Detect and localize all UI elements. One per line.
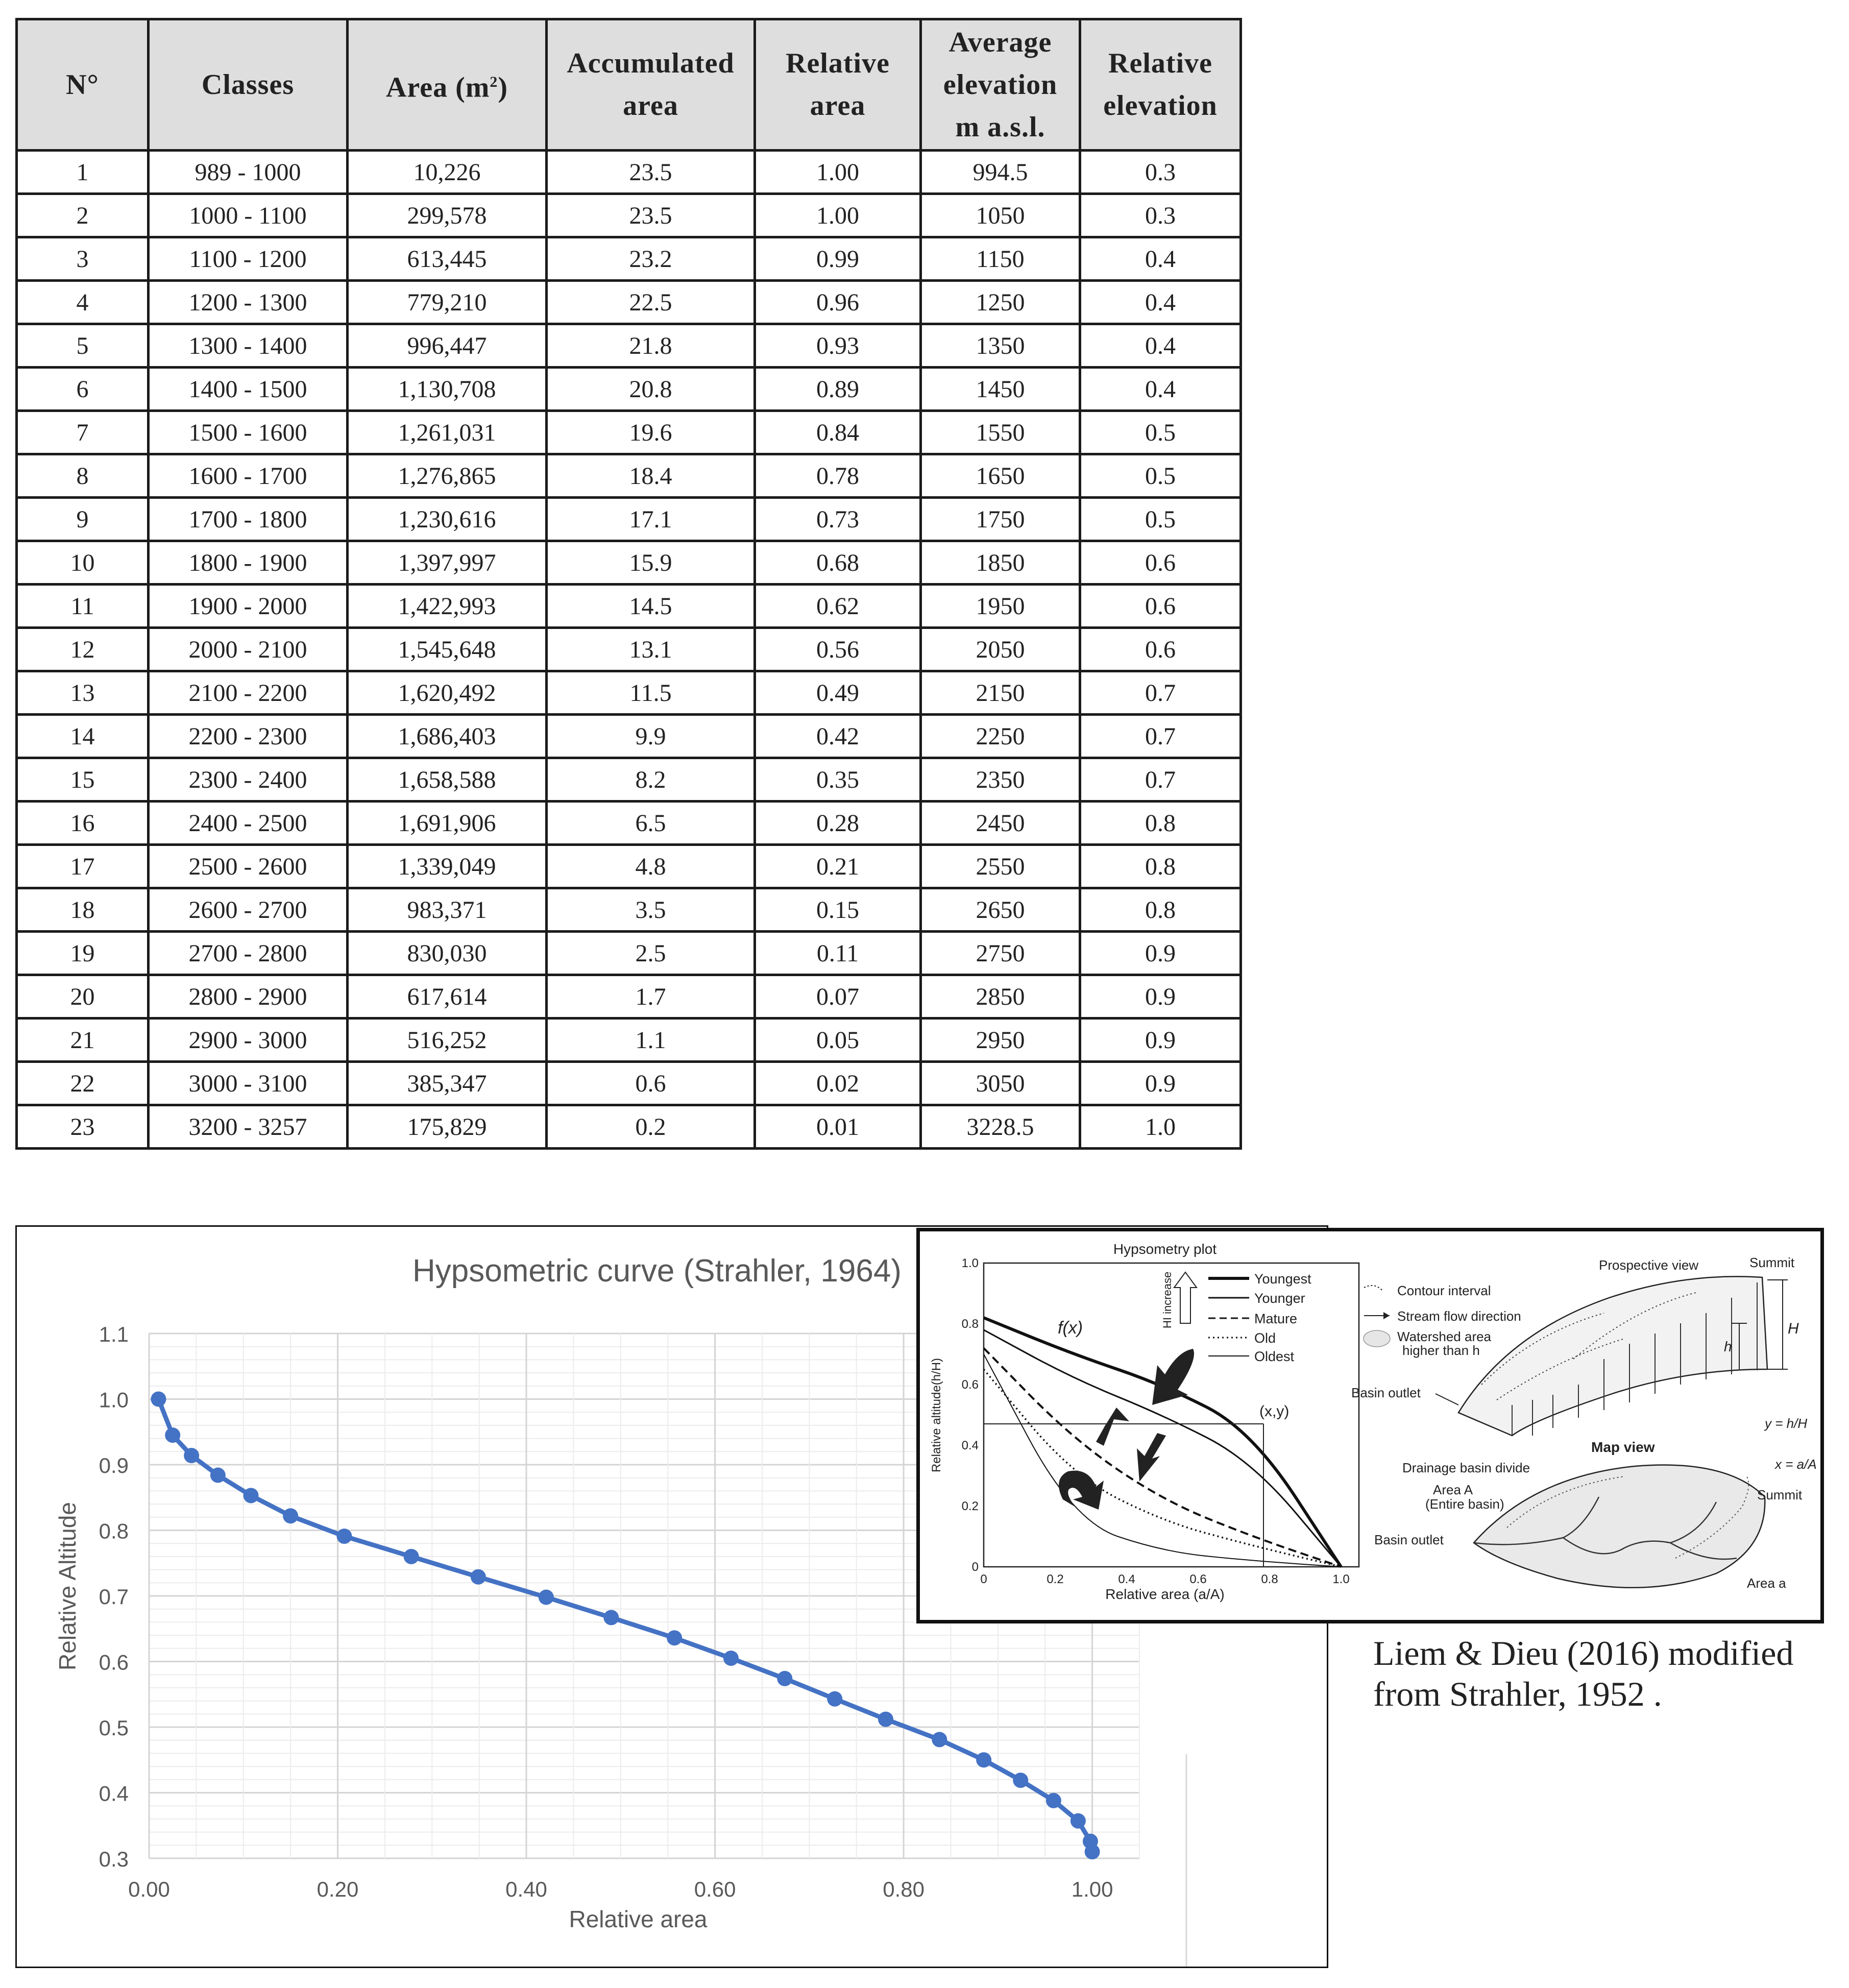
relative-elevation-cell: 0.8	[1080, 845, 1241, 888]
legend-mature: Mature	[1254, 1311, 1298, 1326]
contour-interval-label: Contour interval	[1397, 1283, 1491, 1298]
class-range-cell: 1600 - 1700	[149, 454, 348, 498]
data-point	[932, 1732, 947, 1747]
x-tick-label: 1.00	[1071, 1877, 1113, 1901]
strahler-reference-figure	[916, 1228, 1824, 1623]
accumulated-area-cell: 23.5	[547, 194, 755, 237]
relative-area-cell: 0.35	[755, 758, 921, 802]
relative-area-cell: 0.42	[755, 715, 921, 758]
area-value-cell: 1,691,906	[348, 802, 547, 845]
area-value-cell: 996,447	[348, 324, 547, 368]
area-A-label-1: Area A	[1433, 1482, 1473, 1497]
row-number-cell: 5	[17, 324, 149, 368]
accumulated-area-cell: 0.6	[547, 1062, 755, 1105]
row-number-cell: 17	[17, 845, 149, 888]
row-number-cell: 13	[17, 671, 149, 715]
inset-y-tick: 0	[971, 1560, 979, 1574]
area-value-cell: 1,261,031	[348, 411, 547, 454]
relative-elevation-cell: 0.3	[1080, 151, 1241, 194]
average-elevation-cell: 1650	[921, 454, 1080, 498]
xy-annotation: (x,y)	[1259, 1403, 1290, 1420]
area-value-cell: 1,658,588	[348, 758, 547, 802]
relative-area-cell: 0.73	[755, 498, 921, 541]
area-value-cell: 1,130,708	[348, 368, 547, 411]
relative-area-cell: 0.84	[755, 411, 921, 454]
class-range-cell: 1800 - 1900	[149, 541, 348, 585]
class-range-cell: 989 - 1000	[149, 151, 348, 194]
table-row	[17, 1062, 1241, 1105]
area-value-cell: 1,276,865	[348, 454, 547, 498]
class-range-cell: 2900 - 3000	[149, 1019, 348, 1062]
relative-elevation-cell: 0.4	[1080, 324, 1241, 368]
average-elevation-cell: 2250	[921, 715, 1080, 758]
up-arrow	[1096, 1408, 1129, 1446]
relative-elevation-cell: 0.8	[1080, 802, 1241, 845]
data-point	[336, 1529, 352, 1544]
table-row	[17, 845, 1241, 888]
class-range-cell: 2000 - 2100	[149, 628, 348, 671]
data-point	[404, 1549, 419, 1564]
relative-elevation-cell: 0.5	[1080, 498, 1241, 541]
basin-outlet-label-map: Basin outlet	[1374, 1532, 1444, 1547]
inset-y-tick: 0.4	[961, 1439, 979, 1452]
header-relative-area: Relative area	[755, 19, 921, 151]
row-number-cell: 10	[17, 541, 149, 585]
y-axis-label: Relative Altitude	[54, 1502, 81, 1670]
inset-x-tick: 0	[980, 1572, 987, 1586]
data-point	[184, 1448, 199, 1463]
area-value-cell: 1,686,403	[348, 715, 547, 758]
cycle-arrow-bottom	[1059, 1471, 1104, 1510]
average-elevation-cell: 2950	[921, 1019, 1080, 1062]
area-a-label: Area a	[1747, 1575, 1786, 1591]
average-elevation-cell: 2350	[921, 758, 1080, 802]
class-range-cell: 1200 - 1300	[149, 281, 348, 324]
class-range-cell: 1900 - 2000	[149, 585, 348, 628]
accumulated-area-cell: 21.8	[547, 324, 755, 368]
inset-x-tick: 0.2	[1047, 1572, 1064, 1586]
y-equation: y = h/H	[1765, 1416, 1808, 1431]
accumulated-area-cell: 22.5	[547, 281, 755, 324]
header-classes: Classes	[149, 19, 348, 151]
area-A-label-2: (Entire basin)	[1425, 1496, 1504, 1512]
relative-elevation-cell: 0.5	[1080, 411, 1241, 454]
average-elevation-cell: 1350	[921, 324, 1080, 368]
table-body	[17, 151, 1241, 1149]
row-number-cell: 22	[17, 1062, 149, 1105]
accumulated-area-cell: 2.5	[547, 932, 755, 975]
data-point	[471, 1569, 486, 1585]
hi-increase-label: HI increase	[1161, 1271, 1174, 1328]
x-axis-label: Relative area	[569, 1906, 708, 1932]
prospective-view-label: Prospective view	[1599, 1257, 1699, 1273]
data-point	[1013, 1773, 1028, 1788]
hi-increase-arrow-icon	[1174, 1272, 1197, 1323]
data-point	[976, 1752, 991, 1767]
row-number-cell: 3	[17, 237, 149, 281]
y-tick-label: 0.9	[99, 1453, 129, 1477]
average-elevation-cell: 2550	[921, 845, 1080, 888]
class-range-cell: 2300 - 2400	[149, 758, 348, 802]
average-elevation-cell: 3228.5	[921, 1105, 1080, 1149]
inset-x-tick: 0.4	[1118, 1572, 1135, 1586]
inset-y-axis-label: Relative altitude(h/H)	[930, 1357, 943, 1473]
inset-y-tick: 1.0	[961, 1256, 979, 1270]
map-view-diagram	[1374, 1439, 1817, 1591]
average-elevation-cell: 3050	[921, 1062, 1080, 1105]
watershed-label-1: Watershed area	[1397, 1329, 1492, 1344]
x-tick-label: 0.80	[883, 1877, 924, 1901]
relative-elevation-cell: 0.9	[1080, 1062, 1241, 1105]
header-accumulated-area: Accumulated area	[547, 19, 755, 151]
data-point	[165, 1427, 180, 1443]
data-point	[210, 1468, 226, 1483]
relative-elevation-cell: 0.5	[1080, 454, 1241, 498]
relative-elevation-cell: 0.6	[1080, 541, 1241, 585]
relative-area-cell: 1.00	[755, 151, 921, 194]
area-value-cell: 1,397,997	[348, 541, 547, 585]
x-tick-label: 0.40	[505, 1877, 547, 1901]
relative-elevation-cell: 0.6	[1080, 585, 1241, 628]
area-value-cell: 613,445	[348, 237, 547, 281]
area-value-cell: 10,226	[348, 151, 547, 194]
table-row	[17, 585, 1241, 628]
row-number-cell: 9	[17, 498, 149, 541]
average-elevation-cell: 1550	[921, 411, 1080, 454]
row-number-cell: 6	[17, 368, 149, 411]
table-row	[17, 151, 1241, 194]
header-area: Area $(m^2)$	[348, 19, 547, 151]
row-number-cell: 7	[17, 411, 149, 454]
inset-x-axis-label: Relative area (a/A)	[1105, 1586, 1225, 1602]
area-value-cell: 1,230,616	[348, 498, 547, 541]
data-point	[667, 1630, 682, 1645]
chart-title: Hypsometric curve (Strahler, 1964)	[412, 1253, 902, 1289]
summit-label-map: Summit	[1757, 1487, 1803, 1502]
hypsometric-data-table	[15, 18, 1242, 1150]
relative-area-cell: 0.99	[755, 237, 921, 281]
relative-area-cell: 0.05	[755, 1019, 921, 1062]
legend-oldest: Oldest	[1254, 1349, 1295, 1364]
data-point	[603, 1610, 619, 1625]
area-value-cell: 1,545,648	[348, 628, 547, 671]
relative-area-cell: 1.00	[755, 194, 921, 237]
class-range-cell: 1500 - 1600	[149, 411, 348, 454]
table-row	[17, 802, 1241, 845]
class-range-cell: 1000 - 1100	[149, 194, 348, 237]
row-number-cell: 11	[17, 585, 149, 628]
average-elevation-cell: 994.5	[921, 151, 1080, 194]
area-value-cell: 516,252	[348, 1019, 547, 1062]
row-number-cell: 20	[17, 975, 149, 1019]
row-number-cell: 23	[17, 1105, 149, 1149]
average-elevation-cell: 2750	[921, 932, 1080, 975]
class-range-cell: 1400 - 1500	[149, 368, 348, 411]
inset-x-tick: 0.8	[1261, 1572, 1278, 1586]
inset-curve-younger	[984, 1330, 1341, 1567]
accumulated-area-cell: 15.9	[547, 541, 755, 585]
H-label: H	[1788, 1320, 1799, 1337]
terrain-surface	[1458, 1276, 1767, 1436]
table-row	[17, 975, 1241, 1019]
accumulated-area-cell: 23.5	[547, 151, 755, 194]
table-row	[17, 324, 1241, 368]
accumulated-area-cell: 4.8	[547, 845, 755, 888]
class-range-cell: 2600 - 2700	[149, 888, 348, 932]
class-range-cell: 2200 - 2300	[149, 715, 348, 758]
row-number-cell: 12	[17, 628, 149, 671]
header-average-elevation: Average elevation m a.s.l.	[921, 19, 1080, 151]
map-view-label: Map view	[1591, 1439, 1655, 1455]
y-tick-label: 0.7	[99, 1585, 129, 1609]
relative-area-cell: 0.68	[755, 541, 921, 585]
accumulated-area-cell: 1.1	[547, 1019, 755, 1062]
area-value-cell: 299,578	[348, 194, 547, 237]
class-range-cell: 1300 - 1400	[149, 324, 348, 368]
table-row	[17, 237, 1241, 281]
relative-elevation-cell: 0.7	[1080, 715, 1241, 758]
x-tick-label: 0.20	[317, 1877, 359, 1901]
x-tick-label: 0.00	[128, 1877, 170, 1901]
row-number-cell: 15	[17, 758, 149, 802]
data-point	[878, 1712, 893, 1727]
relative-area-cell: 0.02	[755, 1062, 921, 1105]
accumulated-area-cell: 3.5	[547, 888, 755, 932]
table-row	[17, 715, 1241, 758]
area-value-cell: 830,030	[348, 932, 547, 975]
data-point	[283, 1508, 298, 1523]
basin-outline	[1474, 1465, 1765, 1588]
data-point	[151, 1392, 166, 1407]
inset-x-tick: 0.6	[1189, 1572, 1207, 1586]
row-number-cell: 1	[17, 151, 149, 194]
table-row	[17, 498, 1241, 541]
class-range-cell: 3200 - 3257	[149, 1105, 348, 1149]
data-point	[777, 1671, 792, 1686]
summit-label-top: Summit	[1749, 1255, 1795, 1270]
y-tick-label: 0.8	[99, 1519, 129, 1543]
x-tick-label: 0.60	[694, 1877, 736, 1901]
diagram-legend	[1364, 1283, 1521, 1358]
average-elevation-cell: 1250	[921, 281, 1080, 324]
data-point	[1046, 1793, 1061, 1808]
class-range-cell: 1100 - 1200	[149, 237, 348, 281]
table-row	[17, 368, 1241, 411]
row-number-cell: 18	[17, 888, 149, 932]
relative-area-cell: 0.11	[755, 932, 921, 975]
table-row	[17, 541, 1241, 585]
data-point	[1085, 1844, 1100, 1859]
stream-flow-label: Stream flow direction	[1397, 1308, 1521, 1324]
accumulated-area-cell: 11.5	[547, 671, 755, 715]
table-row	[17, 454, 1241, 498]
relative-elevation-cell: 0.3	[1080, 194, 1241, 237]
class-range-cell: 2800 - 2900	[149, 975, 348, 1019]
accumulated-area-cell: 13.1	[547, 628, 755, 671]
average-elevation-cell: 1050	[921, 194, 1080, 237]
caption-line-1: Liem & Dieu (2016) modified	[1373, 1634, 1794, 1672]
accumulated-area-cell: 0.2	[547, 1105, 755, 1149]
accumulated-area-cell: 1.7	[547, 975, 755, 1019]
inset-y-tick: 0.2	[961, 1499, 979, 1513]
table-row	[17, 281, 1241, 324]
row-number-cell: 14	[17, 715, 149, 758]
drainage-divide-label: Drainage basin divide	[1402, 1460, 1530, 1475]
row-number-cell: 16	[17, 802, 149, 845]
accumulated-area-cell: 18.4	[547, 454, 755, 498]
relative-area-cell: 0.01	[755, 1105, 921, 1149]
average-elevation-cell: 1850	[921, 541, 1080, 585]
watershed-swatch	[1364, 1330, 1390, 1347]
area-value-cell: 617,614	[348, 975, 547, 1019]
header-number: N°	[17, 19, 149, 151]
header-relative-elevation: Relative elevation	[1080, 19, 1241, 151]
row-number-cell: 4	[17, 281, 149, 324]
accumulated-area-cell: 23.2	[547, 237, 755, 281]
relative-area-cell: 0.96	[755, 281, 921, 324]
data-point	[827, 1691, 842, 1707]
row-number-cell: 8	[17, 454, 149, 498]
row-number-cell: 19	[17, 932, 149, 975]
relative-elevation-cell: 0.8	[1080, 888, 1241, 932]
legend-old: Old	[1254, 1330, 1276, 1346]
area-value-cell: 1,339,049	[348, 845, 547, 888]
average-elevation-cell: 2850	[921, 975, 1080, 1019]
data-point	[539, 1590, 554, 1605]
class-range-cell: 1700 - 1800	[149, 498, 348, 541]
relative-elevation-cell: 0.4	[1080, 281, 1241, 324]
data-point	[723, 1651, 739, 1666]
y-tick-label: 1.0	[99, 1388, 129, 1412]
accumulated-area-cell: 14.5	[547, 585, 755, 628]
strahler-figure-svg	[920, 1231, 1820, 1620]
average-elevation-cell: 2650	[921, 888, 1080, 932]
legend-younger: Younger	[1254, 1291, 1305, 1306]
y-tick-label: 0.6	[99, 1650, 129, 1675]
down-arrow	[1137, 1433, 1166, 1482]
relative-elevation-cell: 0.7	[1080, 758, 1241, 802]
table-row	[17, 194, 1241, 237]
relative-area-cell: 0.28	[755, 802, 921, 845]
relative-elevation-cell: 0.4	[1080, 368, 1241, 411]
table-row	[17, 671, 1241, 715]
relative-elevation-cell: 0.6	[1080, 628, 1241, 671]
relative-area-cell: 0.21	[755, 845, 921, 888]
table-row	[17, 628, 1241, 671]
area-value-cell: 175,829	[348, 1105, 547, 1149]
average-elevation-cell: 1750	[921, 498, 1080, 541]
row-number-cell: 21	[17, 1019, 149, 1062]
area-value-cell: 385,347	[348, 1062, 547, 1105]
area-value-cell: 1,422,993	[348, 585, 547, 628]
table-row	[17, 932, 1241, 975]
class-range-cell: 3000 - 3100	[149, 1062, 348, 1105]
class-range-cell: 2700 - 2800	[149, 932, 348, 975]
basin-outlet-label-top: Basin outlet	[1351, 1385, 1421, 1400]
accumulated-area-cell: 19.6	[547, 411, 755, 454]
area-value-cell: 983,371	[348, 888, 547, 932]
relative-area-cell: 0.89	[755, 368, 921, 411]
y-tick-label: 0.5	[99, 1716, 129, 1740]
inset-plot-title: Hypsometry plot	[1113, 1241, 1217, 1257]
average-elevation-cell: 2150	[921, 671, 1080, 715]
relative-elevation-cell: 0.7	[1080, 671, 1241, 715]
row-number-cell: 2	[17, 194, 149, 237]
relative-area-cell: 0.62	[755, 585, 921, 628]
relative-elevation-cell: 0.9	[1080, 932, 1241, 975]
inset-y-tick: 0.8	[961, 1317, 979, 1331]
y-tick-label: 0.3	[99, 1847, 129, 1871]
average-elevation-cell: 1150	[921, 237, 1080, 281]
relative-area-cell: 0.49	[755, 671, 921, 715]
relative-elevation-cell: 0.4	[1080, 237, 1241, 281]
inset-y-tick: 0.6	[961, 1378, 979, 1392]
caption-line-2: from Strahler, 1952 .	[1373, 1675, 1662, 1713]
table-row	[17, 1019, 1241, 1062]
relative-area-cell: 0.56	[755, 628, 921, 671]
inset-legend	[1161, 1271, 1311, 1364]
average-elevation-cell: 2050	[921, 628, 1080, 671]
table-row	[17, 888, 1241, 932]
inset-x-tick: 1.0	[1332, 1572, 1350, 1586]
accumulated-area-cell: 20.8	[547, 368, 755, 411]
accumulated-area-cell: 9.9	[547, 715, 755, 758]
class-range-cell: 2100 - 2200	[149, 671, 348, 715]
area-value-cell: 779,210	[348, 281, 547, 324]
data-point	[1071, 1813, 1086, 1829]
figure-caption	[1373, 1633, 1833, 1714]
table-row	[17, 1105, 1241, 1149]
watershed-label-2: higher than h	[1402, 1343, 1480, 1358]
x-equation: x = a/A	[1775, 1457, 1817, 1472]
table-header-row	[17, 19, 1241, 151]
y-tick-label: 0.4	[99, 1781, 129, 1806]
average-elevation-cell: 1450	[921, 368, 1080, 411]
relative-elevation-cell: 1.0	[1080, 1105, 1241, 1149]
legend-youngest: Youngest	[1254, 1271, 1311, 1287]
class-range-cell: 2400 - 2500	[149, 802, 348, 845]
class-range-cell: 2500 - 2600	[149, 845, 348, 888]
table-row	[17, 411, 1241, 454]
average-elevation-cell: 1950	[921, 585, 1080, 628]
accumulated-area-cell: 8.2	[547, 758, 755, 802]
accumulated-area-cell: 17.1	[547, 498, 755, 541]
average-elevation-cell: 2450	[921, 802, 1080, 845]
y-tick-label: 1.1	[99, 1322, 129, 1346]
data-point	[244, 1488, 259, 1503]
relative-area-cell: 0.07	[755, 975, 921, 1019]
h-label: h	[1724, 1339, 1732, 1354]
relative-area-cell: 0.93	[755, 324, 921, 368]
relative-area-cell: 0.78	[755, 454, 921, 498]
relative-elevation-cell: 0.9	[1080, 1019, 1241, 1062]
fx-annotation: f(x)	[1058, 1318, 1083, 1338]
area-value-cell: 1,620,492	[348, 671, 547, 715]
table-row	[17, 758, 1241, 802]
accumulated-area-cell: 6.5	[547, 802, 755, 845]
relative-area-cell: 0.15	[755, 888, 921, 932]
relative-elevation-cell: 0.9	[1080, 975, 1241, 1019]
